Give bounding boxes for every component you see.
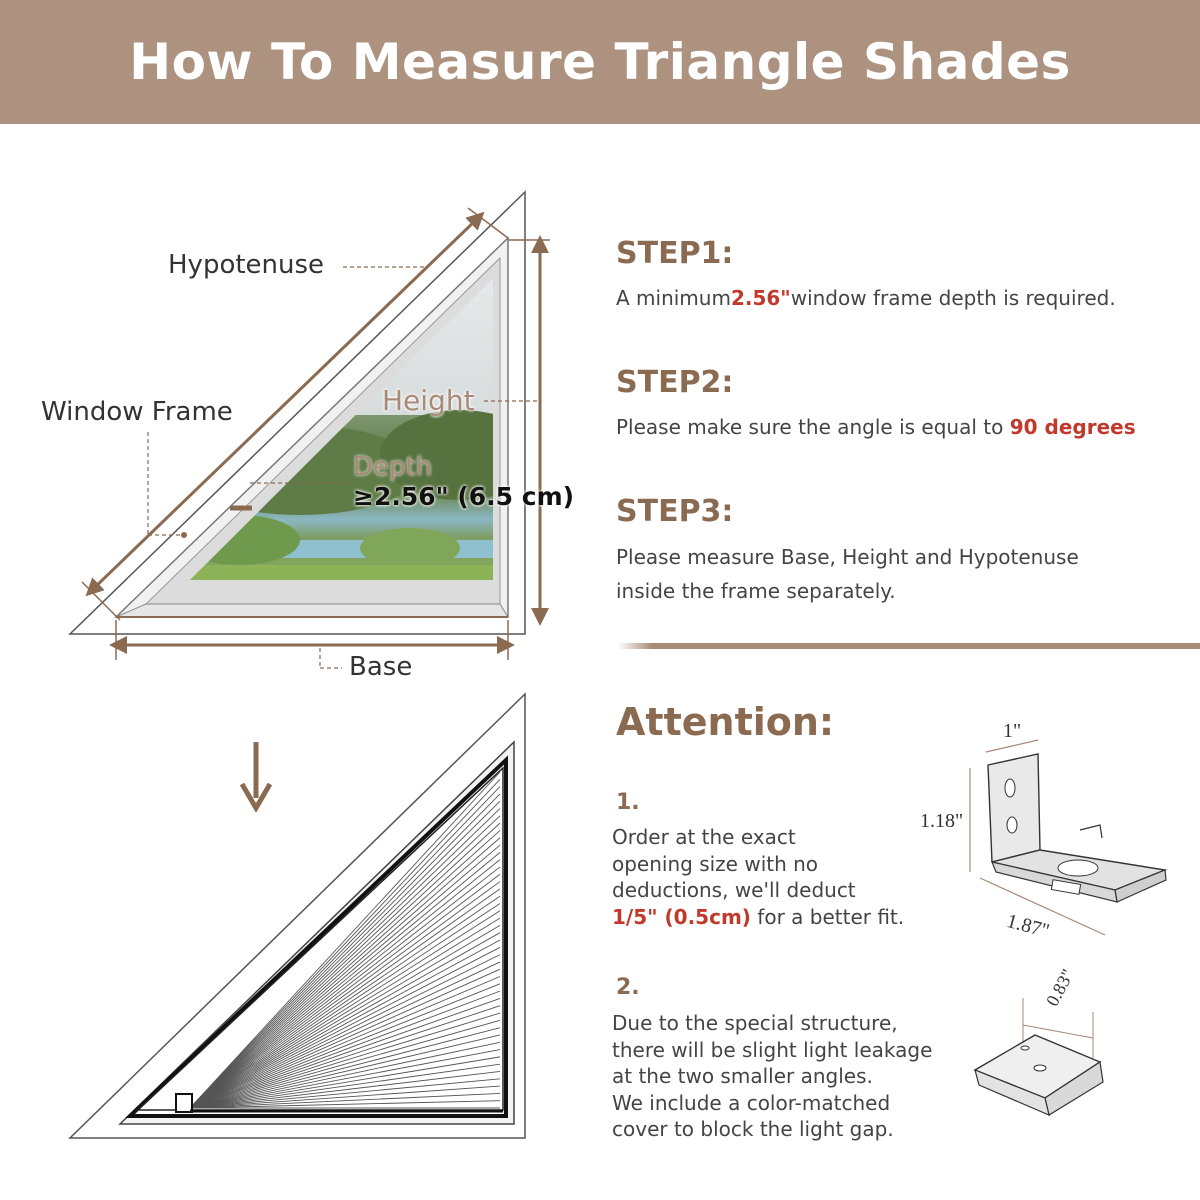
window-frame-label: Window Frame [41, 397, 233, 427]
step1-text: A minimum2.56"window frame depth is required. [616, 286, 1116, 310]
step2-title: STEP2: [616, 365, 734, 400]
cover-illustration [965, 990, 1115, 1120]
title-banner [0, 0, 1200, 124]
base-label: Base [349, 652, 413, 682]
step2-text: Please make sure the angle is equal to 90 degrees [616, 415, 1136, 439]
shade-triangle-diagram [0, 690, 600, 1150]
attention-item1-text: Order at the exact opening size with no deductions, we'll deduct 1/5" (0.5cm) for a better fit. [612, 825, 905, 929]
cover-width-label: 0.83" [1042, 965, 1078, 1010]
depth-label: Depth [353, 452, 433, 482]
bracket-length-label: 1.87" [1004, 910, 1052, 943]
step2-highlight: 90 degrees [1009, 415, 1136, 439]
page-title: How To Measure Triangle Shades [129, 33, 1071, 91]
attention-item2-number: 2. [616, 975, 640, 1000]
attention-title: Attention: [616, 700, 835, 744]
hypotenuse-label: Hypotenuse [168, 250, 325, 280]
section-divider [618, 643, 1200, 649]
height-label: Height [382, 384, 475, 417]
attention-item1-highlight: 1/5" (0.5cm) [612, 904, 751, 929]
bracket-width-label: 1" [1003, 720, 1022, 742]
step3-title: STEP3: [616, 494, 734, 529]
step1-highlight: 2.56" [730, 286, 791, 310]
bracket-height-label: 1.18" [920, 810, 964, 832]
attention-item2-text: Due to the special structure, there will be slight light leakage at the two smaller angles. We include a color-matched cover to block the light gap. [612, 1011, 933, 1141]
bracket-illustration [960, 720, 1185, 950]
step1-title: STEP1: [616, 236, 734, 271]
depth-value: ≥2.56" (6.5 cm) [353, 482, 575, 511]
step3-text: Please measure Base, Height and Hypotenuse inside the frame separately. [616, 545, 1079, 603]
attention-item1-number: 1. [616, 790, 640, 815]
